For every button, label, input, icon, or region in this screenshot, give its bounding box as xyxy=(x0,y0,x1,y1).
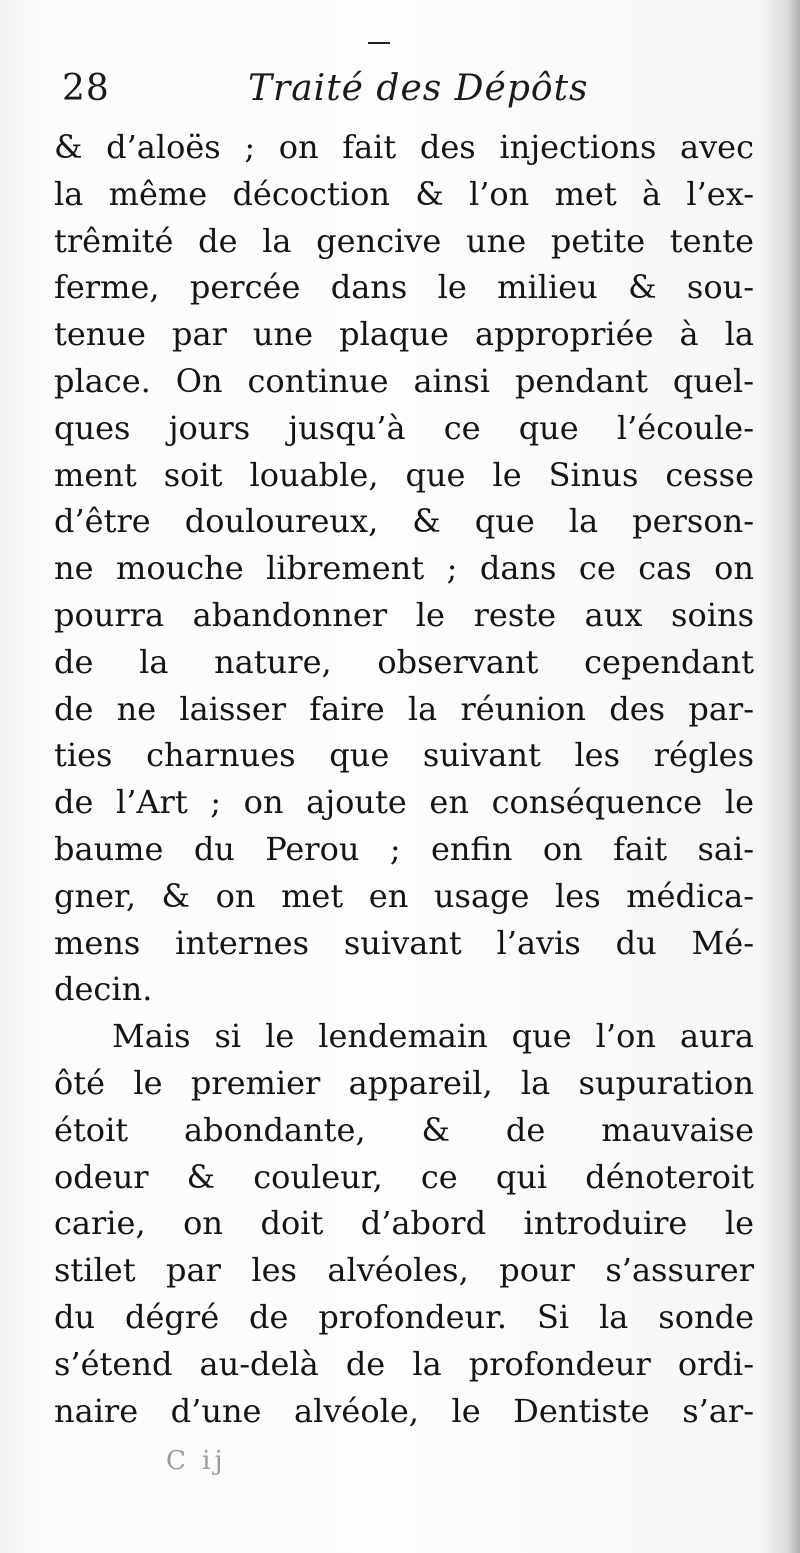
text-line: s’étend au-delà de la profondeur ordi- xyxy=(54,1344,754,1383)
text-line: odeur & couleur, ce qui dénoteroit xyxy=(54,1157,754,1196)
signature-mark: C ij xyxy=(166,1446,227,1476)
text-line-paragraph-end: decin. xyxy=(54,970,153,1009)
text-line: ôté le premier appareil, la supuration xyxy=(54,1063,754,1102)
page-edge-shadow xyxy=(786,0,800,1553)
text-line-paragraph-start: Mais si le lendemain que l’on aura xyxy=(112,1017,754,1056)
text-line: ferme, percée dans le milieu & sou- xyxy=(54,268,754,307)
text-line: ne mouche librement ; dans ce cas on xyxy=(54,549,754,588)
text-line: la même décoction & l’on met à l’ex- xyxy=(54,174,754,213)
text-line: carie, on doit d’abord introduire le xyxy=(54,1204,754,1243)
text-line: pourra abandonner le reste aux soins xyxy=(54,595,754,634)
text-line: de ne laisser faire la réunion des par- xyxy=(54,689,754,728)
text-line: tenue par une plaque appropriée à la xyxy=(54,315,754,354)
running-head xyxy=(62,68,762,118)
text-line: ment soit louable, que le Sinus cesse xyxy=(54,455,754,494)
text-line: étoit abondante, & de mauvaise xyxy=(54,1110,754,1149)
text-line: stilet par les alvéoles, pour s’assurer xyxy=(54,1251,754,1290)
text-line: d’être douloureux, & que la person- xyxy=(54,502,754,541)
text-line: naire d’une alvéole, le Dentiste s’ar- xyxy=(54,1391,754,1430)
text-line: baume du Perou ; enfin on fait sai- xyxy=(54,829,754,868)
text-line: de la nature, observant cependant xyxy=(54,642,754,681)
text-line: trêmité de la gencive une petite tente xyxy=(54,221,754,260)
body-text xyxy=(54,124,754,1434)
running-title: Traité des Dépôts xyxy=(248,68,589,109)
text-line: du dégré de profondeur. Si la sonde xyxy=(54,1297,754,1336)
top-rule-mark xyxy=(368,42,390,44)
text-line: de l’Art ; on ajoute en conséquence le xyxy=(54,783,754,822)
text-line: & d’aloës ; on fait des injections avec xyxy=(54,128,754,166)
text-line: ties charnues que suivant les régles xyxy=(54,736,754,775)
text-line: ques jours jusqu’à ce que l’écoule- xyxy=(54,408,754,447)
text-line: place. On continue ainsi pendant quel- xyxy=(54,361,754,400)
text-line: gner, & on met en usage les médica- xyxy=(54,876,754,915)
page-number: 28 xyxy=(62,68,110,109)
text-line: mens internes suivant l’avis du Mé- xyxy=(54,923,754,962)
